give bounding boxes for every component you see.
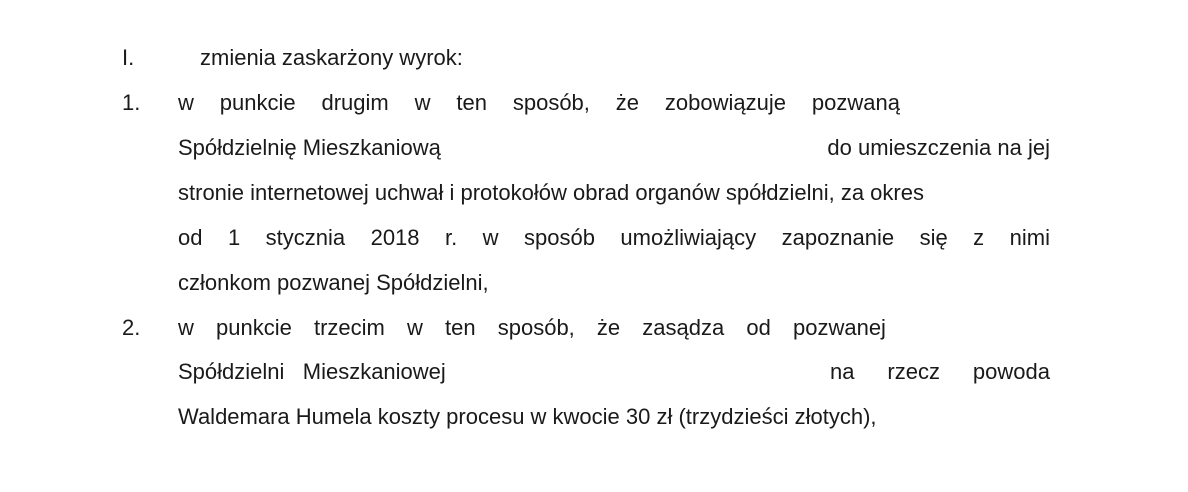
- item-2-line-1-word: zasądza: [642, 315, 725, 340]
- item-2-line-2-left: Spółdzielni Mieszkaniowej: [178, 359, 446, 384]
- item-1-line-4-word: zapoznanie: [781, 225, 895, 250]
- item-2-line-1-word: ten: [445, 315, 476, 340]
- item-1-line-1: [178, 90, 900, 116]
- item-1-line-4: [178, 225, 1050, 251]
- item-2-line-2-right: [830, 359, 1050, 385]
- item-2-line-2-right-word: na: [830, 359, 855, 384]
- item-2-line-3: Waldemara Humela koszty procesu w kwocie 30 zł (trzydzieści złotych),: [178, 404, 877, 429]
- item-2-line-1-word: punkcie: [216, 315, 292, 340]
- item-1-line-1-word: punkcie: [219, 90, 296, 115]
- item-1-line-1-word: w: [178, 90, 194, 115]
- item-2-line-1-word: w: [407, 315, 423, 340]
- item-1-line-4-word: się: [919, 225, 948, 250]
- item-1-line-4-word: w: [482, 225, 499, 250]
- item-1-line-1-word: ten: [456, 90, 487, 115]
- item-1-line-1-word: pozwaną: [811, 90, 900, 115]
- item-2-line-1: [178, 315, 886, 341]
- item-1-line-1-word: drugim: [321, 90, 389, 115]
- item-2-line-1-word: że: [596, 315, 621, 340]
- item-1-line-4-word: r.: [444, 225, 458, 250]
- item-1-line-5: członkom pozwanej Spółdzielni,: [178, 270, 489, 295]
- section-text: zmienia zaskarżony wyrok:: [200, 45, 463, 70]
- item-2-line-1-word: w: [178, 315, 194, 340]
- item-1-line-4-word: umożliwiający: [620, 225, 757, 250]
- item-1-line-2: [178, 135, 1050, 161]
- item-1-line-4-word: nimi: [1009, 225, 1050, 250]
- item-2-line-1-word: sposób,: [497, 315, 575, 340]
- item-1-line-1-word: w: [414, 90, 431, 115]
- item-1-line-3: stronie internetowej uchwał i protokołów obrad organów spółdzielni, za okres: [178, 180, 924, 205]
- item-2-line-2-right-word: rzecz: [887, 359, 940, 384]
- item-1-line-2-right: do umieszczenia na jej: [827, 135, 1050, 160]
- item-1-line-4-word: 2018: [370, 225, 420, 250]
- item-1-line-2-left: Spółdzielnię Mieszkaniową: [178, 135, 441, 160]
- item-1-line-4-word: stycznia: [265, 225, 346, 250]
- item-2-line-2-right-word: powoda: [972, 359, 1050, 384]
- item-1-line-4-word: od: [178, 225, 203, 250]
- item-2-line-1-word: od: [746, 315, 771, 340]
- item-2-line-1-word: pozwanej: [792, 315, 886, 340]
- item-1-line-1-word: sposób,: [512, 90, 590, 115]
- item-1-line-1-word: że: [615, 90, 640, 115]
- item-1-line-4-word: z: [973, 225, 985, 250]
- section-marker: I.: [122, 45, 135, 70]
- item-1-line-4-word: 1: [227, 225, 241, 250]
- item-1-line-1-word: zobowiązuje: [664, 90, 786, 115]
- item-2-line-1-word: trzecim: [313, 315, 385, 340]
- item-1-marker: 1.: [122, 90, 141, 115]
- item-1-line-4-word: sposób: [524, 225, 595, 250]
- item-2-marker: 2.: [122, 315, 141, 340]
